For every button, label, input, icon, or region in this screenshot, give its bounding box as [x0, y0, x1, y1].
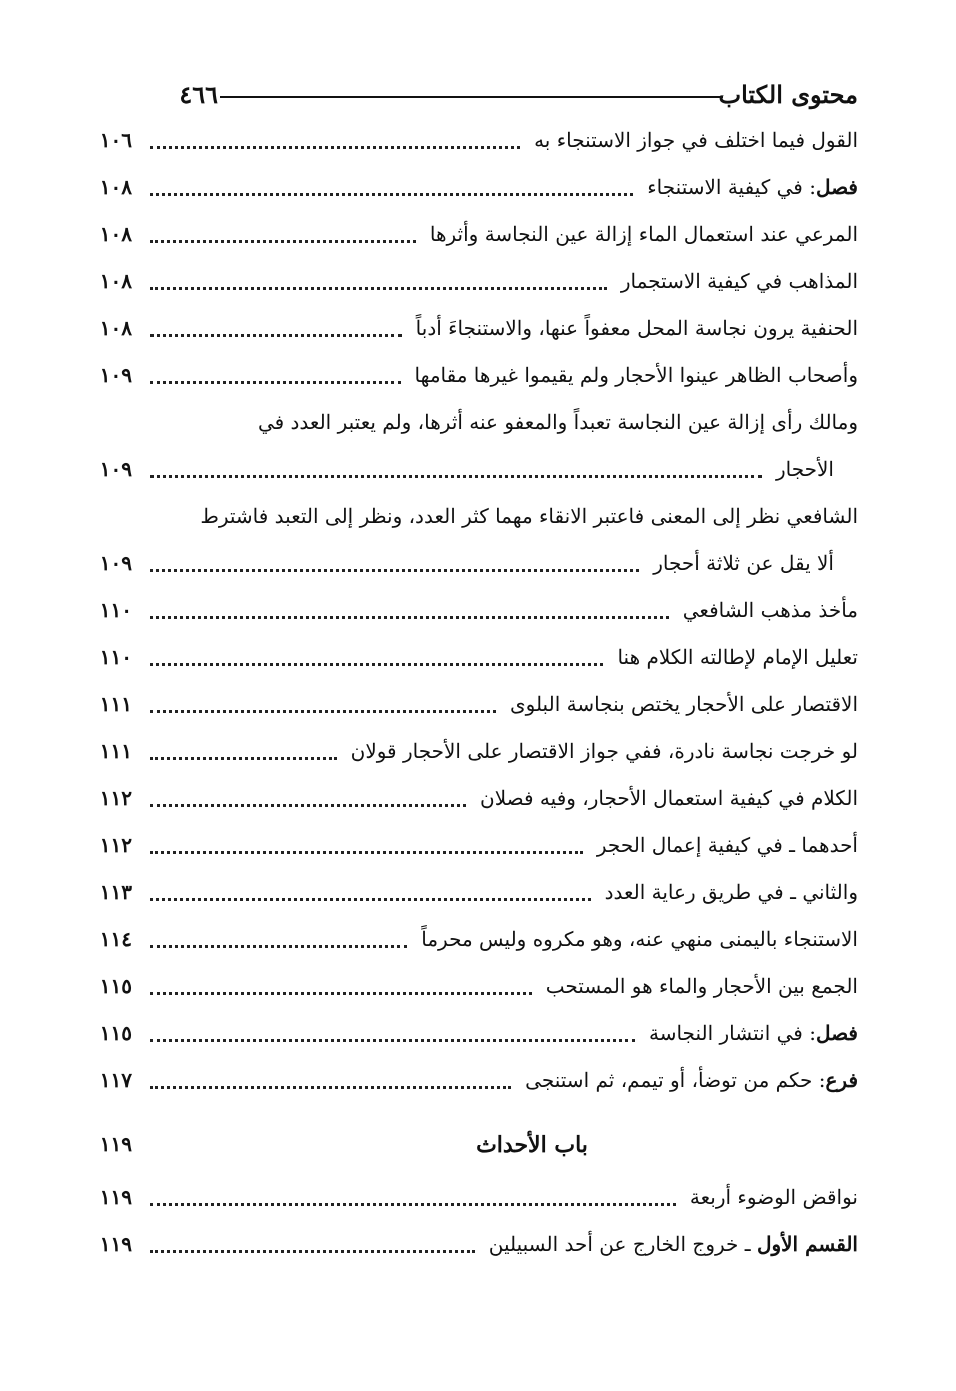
- dot-leader: [150, 1203, 676, 1206]
- entry-page-number: ١٠٩: [99, 363, 132, 387]
- entry-prefix: فصل: [815, 175, 858, 199]
- entry-page-number: ١٠٩: [99, 551, 132, 575]
- toc-entry: [86, 782, 858, 824]
- entry-text: [525, 1068, 858, 1092]
- entry-text: [776, 457, 834, 481]
- toc-entry: [86, 453, 858, 495]
- entry-label: ومالك رأى إزالة عين النجاسة تعبداً والمعفو عنه أثرها، ولم يعتبر العدد في: [257, 410, 858, 434]
- entry-text: [416, 316, 858, 340]
- entry-text: [510, 692, 858, 716]
- dot-leader: [150, 1039, 635, 1042]
- entry-label: الاستنجاء باليمنى منهي عنه، وهو مكروه وليس محرماً: [421, 927, 858, 951]
- toc-entry: [86, 876, 858, 918]
- entry-text: [480, 786, 858, 810]
- entry-page-number: ١٠٩: [99, 457, 132, 481]
- dot-leader: [150, 1086, 511, 1089]
- entry-page-number: ١٠٨: [99, 175, 132, 199]
- entry-label: والثاني ـ في طريق رعاية العدد: [604, 880, 858, 904]
- entry-label: مأخذ مذهب الشافعي: [682, 598, 858, 622]
- entry-page-number: ١١٩: [99, 1232, 132, 1256]
- entry-text: [647, 175, 858, 199]
- chapter-title: باب الأحداث: [476, 1132, 588, 1158]
- entry-text: [649, 1021, 858, 1045]
- entry-text: [534, 128, 858, 152]
- toc-entry: [86, 359, 858, 401]
- entry-page-number: ١١١: [99, 692, 132, 716]
- toc-entry: [86, 1017, 858, 1059]
- entry-text: [653, 551, 834, 575]
- toc-entry: [86, 923, 858, 965]
- toc-entry: [86, 594, 858, 636]
- entry-text: [621, 269, 858, 293]
- entry-label: الأحجار: [776, 457, 834, 481]
- entry-label: لو خرجت نجاسة نادرة، ففي جواز الاقتصار على الأحجار قولان: [350, 739, 858, 763]
- entry-label: نواقض الوضوء أربعة: [689, 1185, 858, 1209]
- toc-entry: [86, 688, 858, 730]
- entry-text: [421, 927, 858, 951]
- header-rule: [220, 96, 723, 98]
- entry-prefix: فصل: [815, 1021, 858, 1045]
- entry-prefix: فرع: [825, 1068, 858, 1092]
- dot-leader: [150, 804, 466, 807]
- toc-entry: [86, 124, 858, 166]
- dot-leader: [150, 193, 633, 196]
- entry-page-number: ١٠٦: [99, 128, 132, 152]
- dot-leader: [150, 945, 407, 948]
- dot-leader: [150, 757, 337, 760]
- dot-leader: [150, 992, 532, 995]
- entry-page-number: ١١٤: [99, 927, 132, 951]
- entry-text: [605, 880, 858, 904]
- entry-label: وأصحاب الظاهر عينوا الأحجار ولم يقيموا غيرها مقامها: [414, 363, 858, 387]
- entry-label: : حكم من توضأ، أو تيمم، ثم استنجى: [525, 1068, 826, 1092]
- entry-page-number: ١١٢: [99, 786, 132, 810]
- entry-label: الكلام في كيفية استعمال الأحجار، وفيه فصلان: [480, 786, 858, 810]
- entry-label: ـ خروج الخارج عن أحد السبيلين: [488, 1232, 757, 1256]
- dot-leader: [150, 381, 401, 384]
- entry-label: تعليل الإمام لإطالته الكلام هنا: [617, 645, 858, 669]
- entry-page-number: ١١٠: [99, 645, 132, 669]
- dot-leader: [150, 616, 669, 619]
- entry-label: الاقتصار على الأحجار يختص بنجاسة البلوى: [509, 692, 858, 716]
- toc-entry: [86, 265, 858, 307]
- chapter-heading: [86, 1128, 858, 1170]
- entry-text: [690, 1185, 858, 1209]
- entry-label: الجمع بين الأحجار والماء هو المستحب: [545, 974, 858, 998]
- dot-leader: [150, 240, 416, 243]
- page-number: ٤٦٦: [179, 80, 218, 109]
- toc-entry: [86, 218, 858, 260]
- dot-leader: [150, 898, 591, 901]
- entry-text: [489, 1232, 858, 1256]
- entry-text: [617, 645, 858, 669]
- toc-entry: [86, 1064, 858, 1106]
- entry-text: [351, 739, 858, 763]
- entry-label: الحنفية يرون نجاسة المحل معفواً عنها، والاستنجاءَ أدباً: [415, 316, 858, 340]
- dot-leader: [150, 475, 762, 478]
- entry-page-number: ١١٥: [99, 974, 132, 998]
- entry-page-number: ١١١: [99, 739, 132, 763]
- entry-label: المذاهب في كيفية الاستجمار: [620, 269, 858, 293]
- dot-leader: [150, 569, 639, 572]
- entry-page-number: ١١٧: [99, 1068, 132, 1092]
- entry-text: [415, 363, 859, 387]
- entry-page-number: ١١٢: [99, 833, 132, 857]
- dot-leader: [150, 663, 603, 666]
- toc-entry: [86, 970, 858, 1012]
- toc-entry: [86, 1228, 858, 1270]
- toc-entry: [86, 1181, 858, 1223]
- entry-label: : في كيفية الاستنجاء: [647, 175, 816, 199]
- chapter-page-number: ١١٩: [99, 1132, 132, 1156]
- toc-entry: [86, 641, 858, 683]
- entry-page-number: ١٠٨: [99, 269, 132, 293]
- toc-entry: [86, 829, 858, 871]
- entry-text: [430, 222, 858, 246]
- entry-page-number: ١٠٨: [99, 316, 132, 340]
- dot-leader: [150, 851, 583, 854]
- running-title: محتوى الكتاب: [718, 80, 858, 109]
- entry-label: المرعي عند استعمال الماء إزالة عين النجاسة وأثرها: [429, 222, 858, 246]
- dot-leader: [150, 1250, 475, 1253]
- toc-entry-line: [86, 406, 858, 448]
- entry-prefix: القسم الأول: [756, 1232, 858, 1256]
- entry-label: القول فيما اختلف في جواز الاستنجاء به: [534, 128, 858, 152]
- toc-entry: [86, 312, 858, 354]
- entry-text: [546, 974, 858, 998]
- entry-label: : في انتشار النجاسة: [648, 1021, 816, 1045]
- toc-entry: [86, 735, 858, 777]
- entry-page-number: ١١٥: [99, 1021, 132, 1045]
- dot-leader: [150, 710, 496, 713]
- entry-page-number: ١٠٨: [99, 222, 132, 246]
- entry-text: [258, 410, 858, 434]
- toc-entry: [86, 171, 858, 213]
- entry-page-number: ١١٩: [99, 1185, 132, 1209]
- entry-text: [200, 504, 858, 528]
- entry-page-number: ١١٣: [99, 880, 132, 904]
- toc-entry-line: [86, 500, 858, 542]
- toc-entry: [86, 547, 858, 589]
- dot-leader: [150, 334, 402, 337]
- page-header: [88, 76, 858, 116]
- dot-leader: [150, 146, 520, 149]
- entry-label: الشافعي نظر إلى المعنى فاعتبر الانقاء مهما كثر العدد، ونظر إلى التعبد فاشترط: [200, 504, 858, 528]
- entry-text: [597, 833, 858, 857]
- entry-label: ألا يقل عن ثلاثة أحجار: [653, 551, 834, 575]
- entry-text: [683, 598, 858, 622]
- entry-page-number: ١١٠: [99, 598, 132, 622]
- dot-leader: [150, 287, 607, 290]
- entry-label: أحدهما ـ في كيفية إعمال الحجر: [596, 833, 858, 857]
